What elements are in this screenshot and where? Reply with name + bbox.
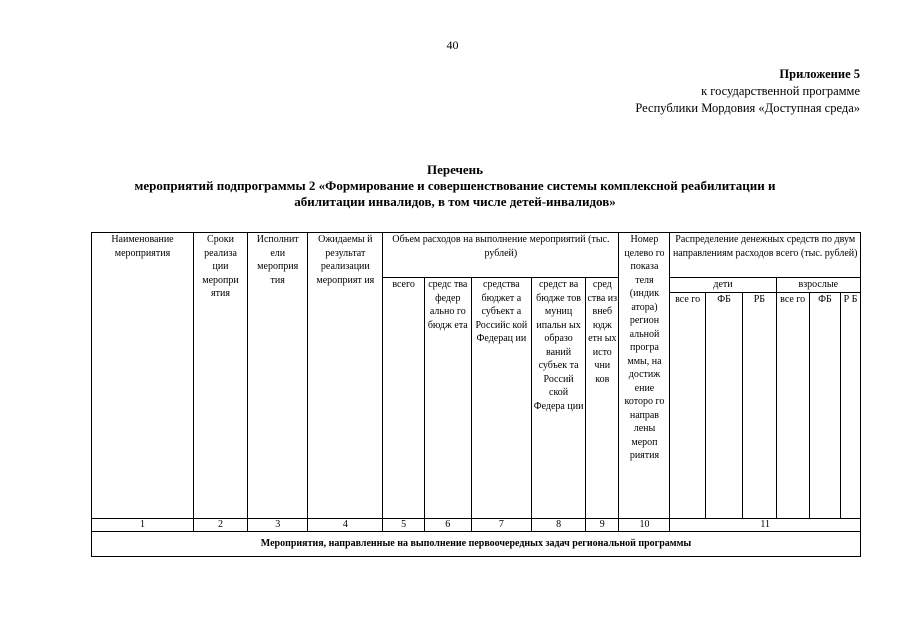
column-number: 4 [308,518,383,531]
column-number: 7 [471,518,531,531]
measures-table [91,232,861,557]
header-subject: средства бюджет а субъект а Российс кой Федерац ии [471,278,531,519]
header-children-total: все го [670,292,705,518]
header-result: Ожидаемы й результат реализации мероприят ия [308,233,383,519]
header-adults-total: все го [776,292,809,518]
header-expenses: Объем расходов на выполнение мероприятий (тыс. рублей) [383,233,619,278]
header-children-fb: ФБ [705,292,742,518]
column-number: 6 [424,518,471,531]
header-children-rb: РБ [743,292,776,518]
header-adults-rb: Р Б [841,292,861,518]
column-number: 5 [383,518,425,531]
header-executors: Исполнит ели мероприя тия [248,233,308,519]
heading-line: Перечень [426,162,484,177]
column-number: 2 [193,518,247,531]
appendix-line: Республики Мордовия «Доступная среда» [635,101,860,115]
header-distribution: Распределение денежных средств по двум направлениям расходов всего (тыс. рублей) [670,233,861,278]
header-children: дети [670,278,776,293]
section-title: Мероприятия, направленные на выполнение первоочередных задач региональной программы [92,531,861,556]
header-total: всего [383,278,425,519]
heading-line: абилитации инвалидов, в том числе детей-инвалидов» [294,194,616,209]
header-indicator: Номер целево го показа теля (индик атора) регион альной програ ммы, на достиж ение которо го направ лены мероп риятия [619,233,670,519]
appendix-title: Приложение 5 [779,67,860,81]
appendix-block [635,66,860,117]
header-adults: взрослые [776,278,860,293]
page-number: 40 [446,38,459,52]
appendix-line: к государственной программе [701,84,860,98]
header-terms: Сроки реализа ции меропри ятия [193,233,247,519]
header-municipal: средст ва бюдже тов муниц ипальн ых образо ваний субъек та Россий ской Федера ции [532,278,586,519]
header-adults-fb: ФБ [809,292,840,518]
column-number: 9 [586,518,619,531]
column-number: 1 [92,518,194,531]
column-number: 10 [619,518,670,531]
header-federal: средс тва федер ально го бюдж ета [424,278,471,519]
header-name: Наименование мероприятия [92,233,194,519]
column-number: 8 [532,518,586,531]
header-offbudget: сред ства из внеб юдж етн ых исто чни ков [586,278,619,519]
heading-line: мероприятий подпрограммы 2 «Формирование и совершенствование системы комплексной реабилитации и [134,178,776,193]
column-number: 11 [670,518,861,531]
column-number: 3 [248,518,308,531]
document-heading [60,162,850,210]
